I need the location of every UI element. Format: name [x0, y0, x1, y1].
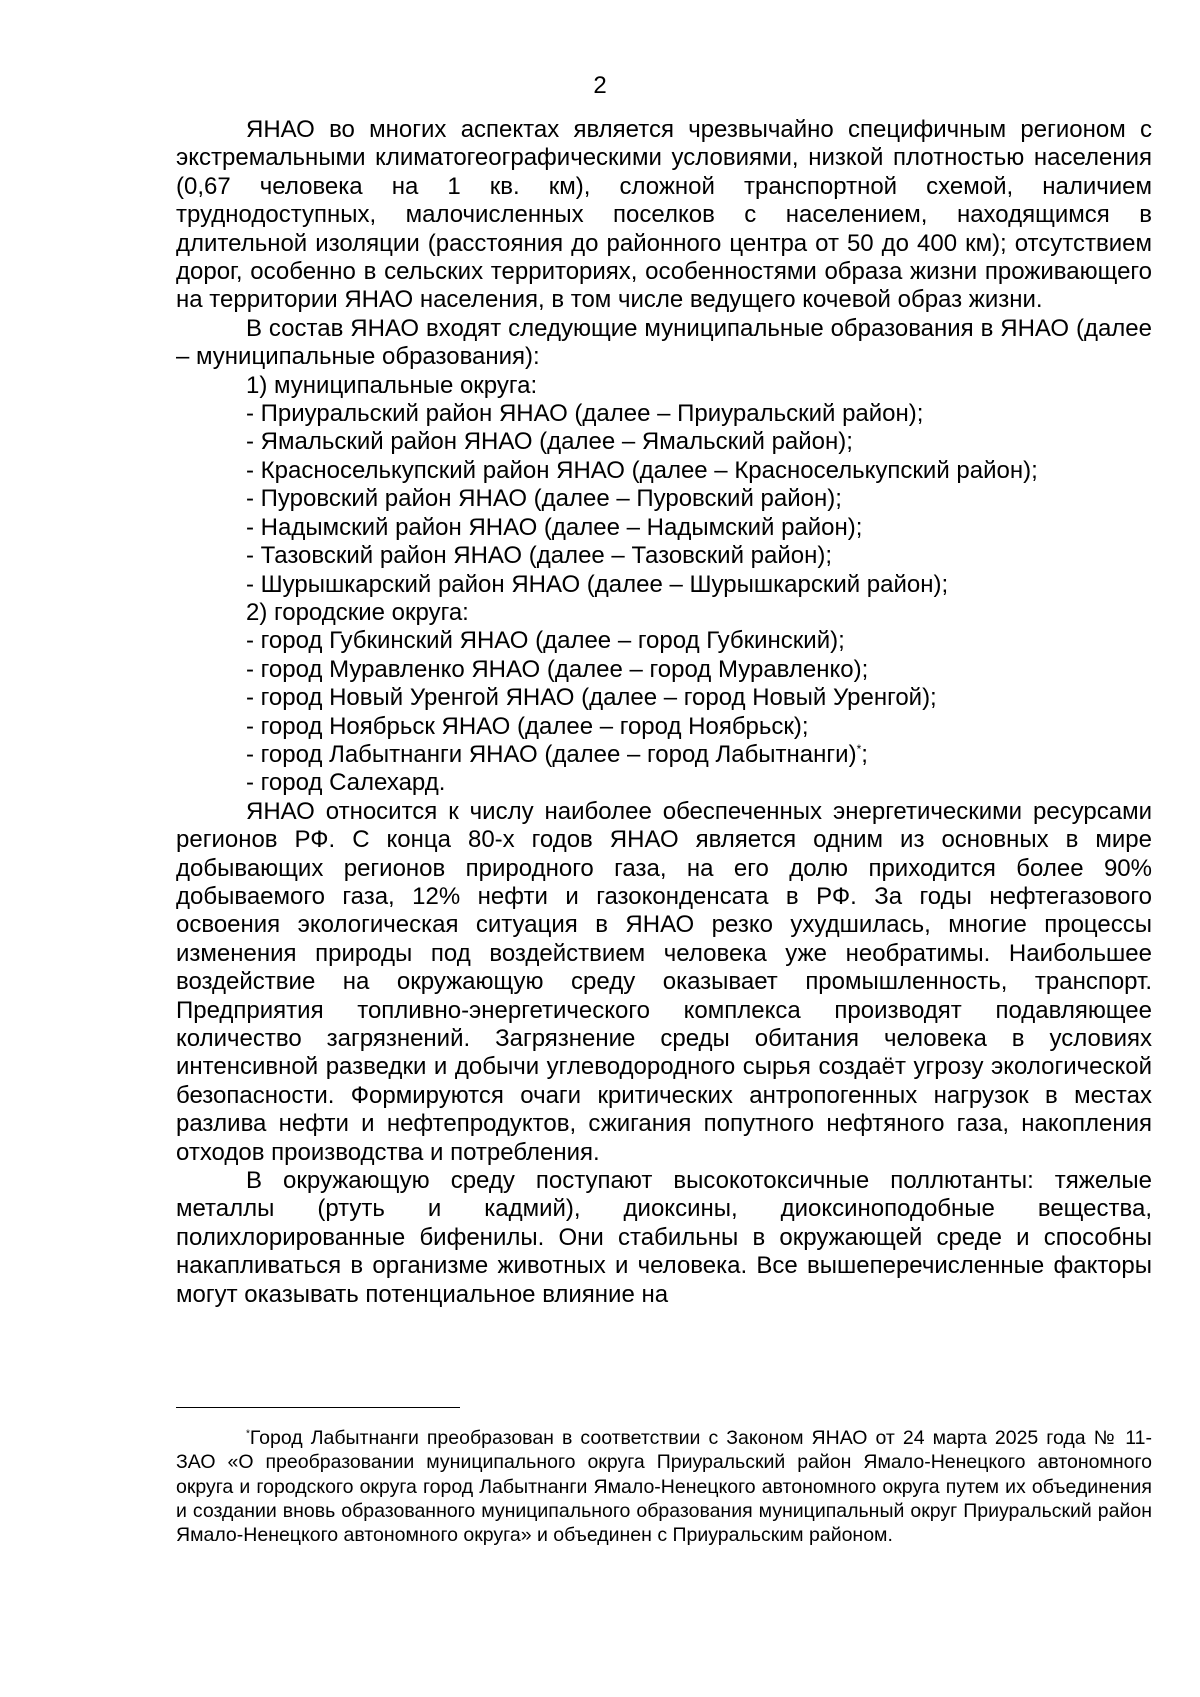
paragraph-energy-resources: ЯНАО относится к числу наиболее обеспеченных энергетическими ресурсами регионов РФ. С конца 80-х годов ЯНАО является одним из основных в мире добывающих регионов природного газа, на его долю приходится более 90% добываемого газа, 12% нефти и газоконденсата в РФ. За годы нефтегазового освоения экологическая ситуация в ЯНАО резко ухудшилась, многие процессы изменения природы под воздействием человека уже необратимы. Наибольшее воздействие на окружающую среду оказывает промышленность, транспорт. Предприятия топливно-энергетического комплекса производят подавляющее количество загрязнений. Загрязнение среды обитания человека в условиях интенсивной разведки и добычи углеводородного сырья создаёт угрозу экологической безопасности. Формируются очаги критических антропогенных нагрузок в местах разлива нефти и нефтепродуктов, сжигания попутного нефтяного газа, накопления отходов производства и потребления. — [176, 797, 1152, 1166]
list-item: - город Губкинский ЯНАО (далее – город Губкинский); — [246, 627, 845, 655]
list-item: - город Салехард. — [246, 769, 446, 797]
footnote-separator — [176, 1407, 460, 1408]
list-item-text: - город Лабытнанги ЯНАО (далее – город Лабытнанги) — [246, 740, 857, 768]
footnote-reference[interactable]: * — [856, 741, 862, 756]
list-item: - Шурышкарский район ЯНАО (далее – Шурышкарский район); — [246, 570, 949, 598]
footnote-mark: * — [246, 1428, 250, 1440]
list-heading-city-districts: 2) городские округа: — [246, 598, 469, 626]
footnote — [176, 1426, 1152, 1547]
paragraph-region-overview: ЯНАО во многих аспектах является чрезвычайно специфичным регионом с экстремальными климатогеографическими условиями, низкой плотностью населения (0,67 человека на 1 кв. км), сложной транспортной схемой, наличием труднодоступных, малочисленных поселков с населением, находящимся в длительной изоляции (расстояния до районного центра от 50 до 400 км); отсутствием дорог, особенно в сельских территориях, особенностями образа жизни проживающего на территории ЯНАО населения, в том числе ведущего кочевой образ жизни. — [176, 116, 1152, 314]
list-item: - Надымский район ЯНАО (далее – Надымский район); — [246, 513, 863, 541]
list-item: - город Новый Уренгой ЯНАО (далее – город Новый Уренгой); — [246, 684, 937, 712]
footnote-paragraph — [176, 1426, 1152, 1547]
list-item: - Тазовский район ЯНАО (далее – Тазовский район); — [246, 542, 833, 570]
footnote-text: Город Лабытнанги преобразован в соответствии с Законом ЯНАО от 24 марта 2025 года № 11-ЗАО «О преобразовании муниципального округа Приуральский район Ямало-Ненецкого автономного округа и городского округа город Лабытнанги Ямало-Ненецкого автономного округа путем их объединения и создании вновь образованного муниципального образования муниципальный округ Приуральский район Ямало-Ненецкого автономного округа» и объединен с Приуральским районом. — [176, 1427, 1152, 1547]
list-item-end: ; — [861, 740, 868, 768]
list-item-labytnangi — [176, 741, 1152, 769]
list-item: - город Муравленко ЯНАО (далее – город Муравленко); — [246, 655, 869, 683]
list-item: - Пуровский район ЯНАО (далее – Пуровский район); — [246, 485, 842, 513]
list-item: - Приуральский район ЯНАО (далее – Приуральский район); — [246, 400, 924, 428]
paragraph-pollutants: В окружающую среду поступают высокотоксичные поллютанты: тяжелые металлы (ртуть и кадмий), диоксины, диоксиноподобные вещества, полихлорированные бифенилы. Они стабильны в окружающей среде и способны накапливаться в организме животных и человека. Все вышеперечисленные факторы могут оказывать потенциальное влияние на — [176, 1167, 1152, 1308]
page-number: 2 — [593, 72, 607, 99]
document-body — [176, 116, 1152, 1309]
list-item: - город Ноябрьск ЯНАО (далее – город Ноябрьск); — [246, 712, 809, 740]
list-item: - Красноселькупский район ЯНАО (далее – Красноселькупский район); — [246, 456, 1038, 484]
paragraph-municipal-composition: В состав ЯНАО входят следующие муниципальные образования в ЯНАО (далее – муниципальные образования): — [176, 314, 1152, 371]
list-item: - Ямальский район ЯНАО (далее – Ямальский район); — [246, 428, 853, 456]
list-heading-municipal-districts: 1) муниципальные округа: — [246, 371, 538, 399]
